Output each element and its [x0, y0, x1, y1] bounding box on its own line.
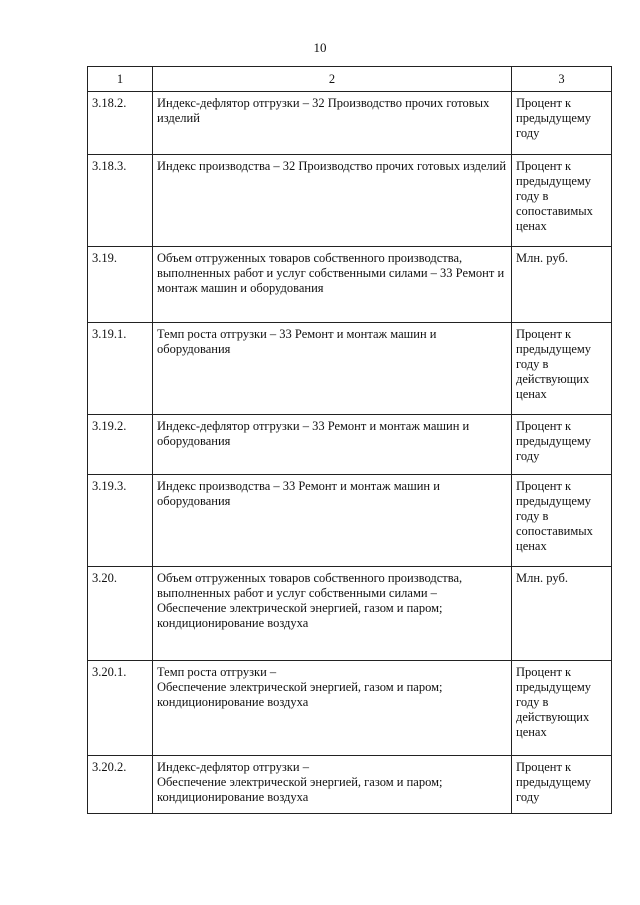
table-row — [88, 475, 612, 567]
column-header-3: 3 — [512, 67, 612, 92]
row-code: 3.19.3. — [88, 475, 153, 567]
row-unit: Процент к предыдущему году в действующих ценах — [512, 323, 612, 415]
row-code: 3.18.2. — [88, 92, 153, 155]
table-row — [88, 756, 612, 814]
row-name: Индекс производства – 33 Ремонт и монтаж машин и оборудования — [153, 475, 512, 567]
table-row — [88, 92, 612, 155]
row-name: Темп роста отгрузки – Обеспечение электрической энергией, газом и паром; кондиционирование воздуха — [153, 661, 512, 756]
row-code: 3.20.1. — [88, 661, 153, 756]
table-row — [88, 155, 612, 247]
column-header-1: 1 — [88, 67, 153, 92]
table-header-row — [88, 67, 612, 92]
table-row — [88, 415, 612, 475]
row-code: 3.19.1. — [88, 323, 153, 415]
row-unit: Млн. руб. — [512, 247, 612, 323]
row-unit: Процент к предыдущему году — [512, 415, 612, 475]
row-name: Объем отгруженных товаров собственного производства, выполненных работ и услуг собственными силами – Обеспечение электрической энергией, газом и паром; кондиционирование воздуха — [153, 567, 512, 661]
row-unit: Млн. руб. — [512, 567, 612, 661]
row-unit: Процент к предыдущему году в действующих ценах — [512, 661, 612, 756]
row-name: Темп роста отгрузки – 33 Ремонт и монтаж машин и оборудования — [153, 323, 512, 415]
row-unit: Процент к предыдущему году в сопоставимых ценах — [512, 155, 612, 247]
table-row — [88, 323, 612, 415]
row-code: 3.18.3. — [88, 155, 153, 247]
table-row — [88, 247, 612, 323]
row-unit: Процент к предыдущему году — [512, 92, 612, 155]
row-unit: Процент к предыдущему году в сопоставимых ценах — [512, 475, 612, 567]
row-name: Индекс-дефлятор отгрузки – Обеспечение электрической энергией, газом и паром; кондиционирование воздуха — [153, 756, 512, 814]
row-code: 3.19. — [88, 247, 153, 323]
indicators-table — [87, 66, 612, 814]
row-name: Индекс производства – 32 Производство прочих готовых изделий — [153, 155, 512, 247]
row-name: Индекс-дефлятор отгрузки – 33 Ремонт и монтаж машин и оборудования — [153, 415, 512, 475]
row-code: 3.20. — [88, 567, 153, 661]
page-number: 10 — [313, 40, 327, 55]
row-name: Объем отгруженных товаров собственного производства, выполненных работ и услуг собственными силами – 33 Ремонт и монтаж машин и оборудования — [153, 247, 512, 323]
row-code: 3.19.2. — [88, 415, 153, 475]
row-name: Индекс-дефлятор отгрузки – 32 Производство прочих готовых изделий — [153, 92, 512, 155]
row-unit: Процент к предыдущему году — [512, 756, 612, 814]
table-row — [88, 567, 612, 661]
table-row — [88, 661, 612, 756]
column-header-2: 2 — [153, 67, 512, 92]
row-code: 3.20.2. — [88, 756, 153, 814]
